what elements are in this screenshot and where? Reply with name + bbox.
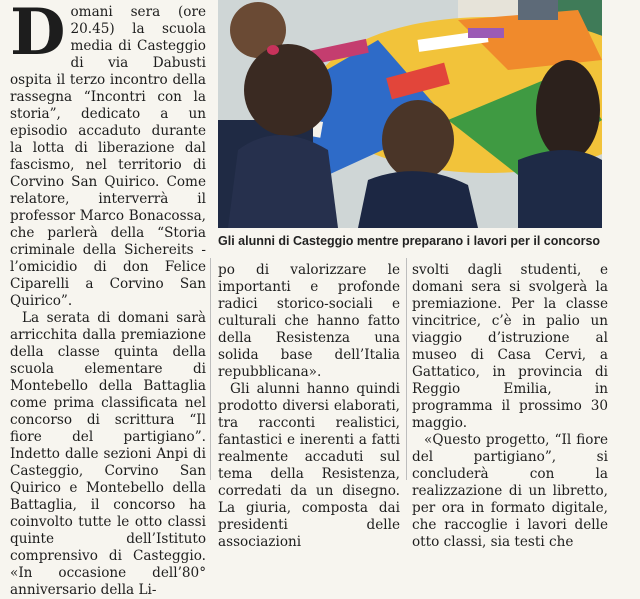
column-divider <box>406 258 407 480</box>
photo-caption: Gli alunni di Casteggio mentre preparano i lavori per il concorso <box>218 234 601 248</box>
article-column-2 <box>218 262 400 551</box>
article-column-1 <box>10 0 206 599</box>
article-paragraph-6: «Questo progetto, “Il fiore del partigiano”, si concluderà con la realizzazione di un libretto, per ora in formato digitale, che raccoglie i lavori delle otto classi, sia testi che <box>412 432 608 550</box>
article-paragraph-3: po di valorizzare le importanti e profonde radici storico-sociali e culturali che hanno fatto della Resistenza una solida base dell’Italia repubblicana». <box>218 262 400 380</box>
drop-cap: D <box>10 0 66 70</box>
article-paragraph-5: svolti dagli studenti, e domani sera si svolgerà la premiazione. Per la classe vincitrice, c’è in palio un viaggio d’istruzione al museo di Casa Cervi, a Gattatico, in provincia di Reggio Emilia, in programma il prossimo 30 maggio. <box>412 262 608 431</box>
article-paragraph-2: La serata di domani sarà arricchita dalla premiazione della classe quinta della scuola elementare di Montebello della Battaglia come prima classificata nel concorso di scrittura “Il fiore del partigiano”. Indetto dalle sezioni Anpi di Casteggio, Corvino San Quirico e Montebello della Battaglia, il concorso ha coinvolto tutte le otto classi quinte dell’Istituto comprensivo di Casteggio. «In occasione dell’80° anniversario della Li- <box>10 310 206 598</box>
classroom-photo-illustration <box>218 0 602 228</box>
column-divider <box>210 258 211 480</box>
article-paragraph-4: Gli alunni hanno quindi prodotto diversi elaborati, tra racconti realistici, fantastici e inerenti a fatti realmente accaduti sul tema della Resistenza, corredati da un disegno. La giuria, composta dai presidenti delle associazioni <box>218 381 400 550</box>
paragraph-text: omani sera (ore 20.45) la scuola media di Casteggio di via Dabusti ospita il terzo incontro della rassegna “Incontri con la storia”, dedicato a un episodio accaduto durante la lotta di liberazione dal fascismo, nel territorio di Corvino San Quirico. Come relatore, interverrà il professor Marco Bonacossa, che parlerà della “Storia criminale della Sichereits - l’omicidio di don Felice Ciparelli a Corvino San Quirico”. <box>10 4 206 309</box>
article-column-3 <box>412 262 608 551</box>
article-paragraph-1 <box>10 0 206 310</box>
article-photo <box>218 0 602 228</box>
